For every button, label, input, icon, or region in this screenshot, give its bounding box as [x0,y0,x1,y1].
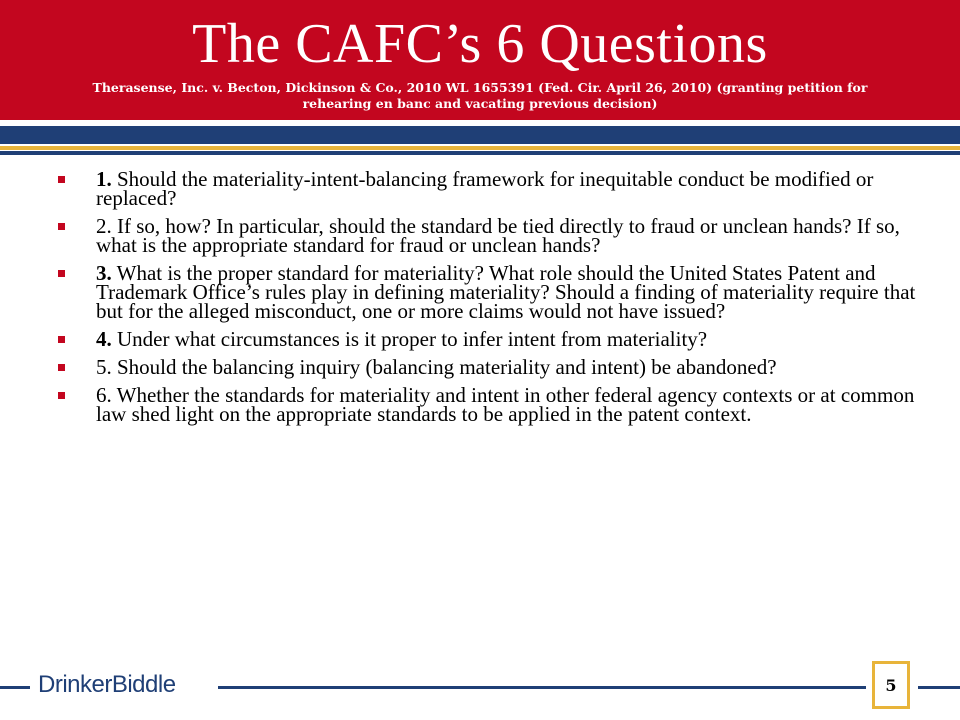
bullet-square-icon [58,336,65,343]
question-text: Should the materiality-intent-balancing framework for inequitable conduct be modified or replaced? [96,167,874,210]
question-item-3 [56,261,916,323]
bullet-square-icon [58,392,65,399]
question-item-6 [56,383,916,426]
question-text: If so, how? In particular, should the standard be tied directly to fraud or unclean hands? If so, what is the appropriate standard for fraud or unclean hands? [96,214,900,257]
question-item-4 [56,327,916,351]
footer-rule-right [918,686,960,689]
question-number: 3. [96,261,112,285]
drinker-biddle-logo: DrinkerBiddle [38,671,176,698]
question-number: 4. [96,327,112,351]
question-text: Under what circumstances is it proper to infer intent from materiality? [111,327,708,351]
question-number: 1. [96,167,112,191]
page-number: 5 [872,661,910,709]
slide-title: The CAFC’s 6 Questions [192,13,768,75]
case-citation: Therasense, Inc. v. Becton, Dickinson & Co., 2010 WL 1655391 (Fed. Cir. April 26, 2010) (granting petition for rehearing en banc and vacating previous decision) [92,80,868,111]
question-list [56,167,916,433]
footer-rule-middle [218,686,866,689]
question-item-1 [56,167,916,210]
question-number: 5. [96,355,112,379]
gold-stripe [0,146,960,150]
bullet-square-icon [58,176,65,183]
question-text: What is the proper standard for materiality? What role should the United States Patent and Trademark Office’s rules play in defining materiality? Should a finding of materiality require that but for the alleged misconduct, one or more claims would not have issued? [96,261,916,323]
bullet-square-icon [58,270,65,277]
title-banner [0,0,960,120]
bullet-square-icon [58,364,65,371]
bullet-square-icon [58,223,65,230]
footer-rule-left [0,686,30,689]
question-item-2 [56,214,916,257]
question-item-5 [56,355,916,379]
question-text: Should the balancing inquiry (balancing materiality and intent) be abandoned? [111,355,777,379]
question-text: Whether the standards for materiality and intent in other federal agency contexts or at common law shed light on the appropriate standards to be applied in the patent context. [96,383,915,426]
question-number: 2. [96,214,112,238]
navy-stripe [0,126,960,144]
navy-thin-stripe [0,151,960,155]
question-number: 6. [96,383,112,407]
